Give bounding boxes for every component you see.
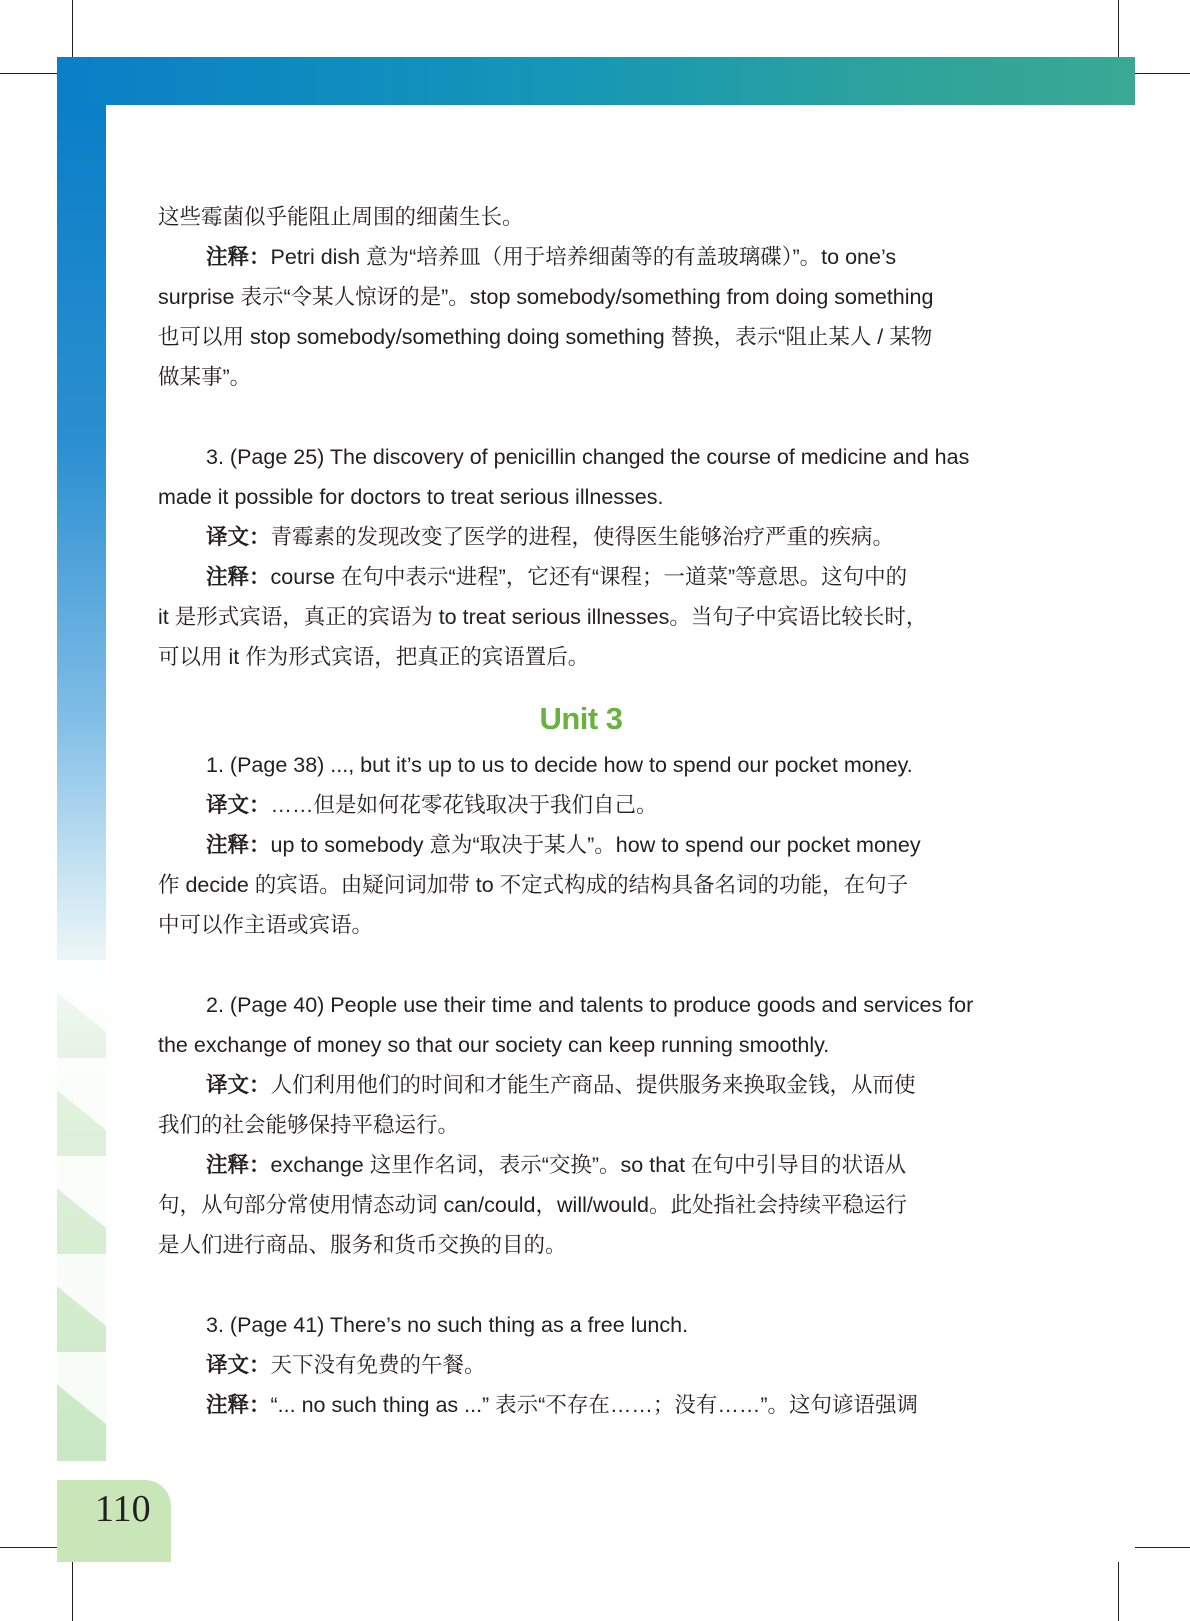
translation-text: 青霉素的发现改变了医学的进程，使得医生能够治疗严重的疾病。	[270, 525, 895, 549]
translation-label: 译文：	[206, 525, 271, 549]
translation-label: 译文：	[206, 1353, 271, 1377]
crop-mark	[72, 0, 73, 57]
translation-paragraph	[158, 785, 1004, 825]
example-sentence: 3. (Page 41) There’s no such thing as a free lunch.	[206, 1313, 689, 1337]
note-text: it 是形式宾语，真正的宾语为 to treat serious illnesses。当句子中宾语比较长时，	[158, 605, 928, 629]
crop-mark	[72, 1562, 73, 1621]
translation-label: 译文：	[206, 1073, 271, 1097]
translation-paragraph	[158, 1345, 1004, 1385]
note-text: “... no such thing as ...” 表示“不存在……；没有……”。这句谚语强调	[270, 1393, 918, 1417]
translation-text: 人们利用他们的时间和才能生产商品、提供服务来换取金钱，从而使	[270, 1073, 916, 1097]
note-paragraph	[158, 825, 1004, 865]
note-text: 是人们进行商品、服务和货币交换的目的。	[158, 1233, 567, 1257]
example-sentence: 3. (Page 25) The discovery of penicillin changed the course of medicine and has	[206, 445, 970, 469]
example-sentence: made it possible for doctors to treat serious illnesses.	[158, 485, 664, 509]
translation-paragraph	[158, 517, 1004, 557]
main-content	[158, 197, 1004, 1425]
note-text: surprise 表示“令某人惊讶的是”。stop somebody/something from doing something	[158, 285, 934, 309]
translation-text: ……但是如何花零花钱取决于我们自己。	[270, 793, 658, 817]
note-paragraph	[158, 1145, 1004, 1185]
note-text: exchange 这里作名词，表示“交换”。so that 在句中引导目的状语从	[270, 1153, 907, 1177]
note-label: 注释：	[206, 833, 271, 857]
example-sentence: 1. (Page 38) ..., but it’s up to us to decide how to spend our pocket money.	[206, 753, 913, 777]
example-sentence: the exchange of money so that our society can keep running smoothly.	[158, 1033, 830, 1057]
note-text: 也可以用 stop somebody/something doing something 替换，表示“阻止某人 / 某物	[158, 325, 933, 349]
translation-tail: 这些霉菌似乎能阻止周围的细菌生长。	[158, 205, 524, 229]
unit-heading: Unit 3	[539, 701, 623, 736]
translation-label: 译文：	[206, 793, 271, 817]
note-label: 注释：	[206, 245, 271, 269]
header-color-bar	[57, 57, 1135, 105]
crop-mark	[1118, 0, 1119, 57]
crop-mark	[1118, 1562, 1119, 1621]
crop-mark	[1135, 1547, 1190, 1548]
example-sentence: 2. (Page 40) People use their time and talents to produce goods and services for	[206, 993, 974, 1017]
note-paragraph	[158, 557, 1004, 597]
spacer	[158, 1265, 1004, 1305]
crop-mark	[0, 73, 57, 74]
note-text: Petri dish 意为“培养皿（用于培养细菌等的有盖玻璃碟）”。to one’s	[270, 245, 897, 269]
note-label: 注释：	[206, 1153, 271, 1177]
spacer	[158, 397, 1004, 437]
spacer	[158, 945, 1004, 985]
note-text: 作 decide 的宾语。由疑问词加带 to 不定式构成的结构具备名词的功能，在句子	[158, 873, 909, 897]
crop-mark	[1135, 73, 1190, 74]
crop-mark	[0, 1547, 57, 1548]
note-text: 中可以作主语或宾语。	[158, 913, 374, 937]
note-label: 注释：	[206, 1393, 271, 1417]
note-label: 注释：	[206, 565, 271, 589]
note-text: 做某事”。	[158, 365, 252, 389]
note-paragraph	[158, 237, 1004, 277]
page-number: 110	[95, 1488, 151, 1530]
note-text: course 在句中表示“进程”，它还有“课程；一道菜”等意思。这句中的	[270, 565, 908, 589]
translation-text: 天下没有免费的午餐。	[270, 1353, 486, 1377]
note-text: 句，从句部分常使用情态动词 can/could，will/would。此处指社会持续平稳运行	[158, 1193, 908, 1217]
note-paragraph	[158, 1385, 1004, 1425]
translation-paragraph	[158, 1065, 1004, 1105]
note-text: up to somebody 意为“取决于某人”。how to spend our pocket money	[270, 833, 921, 857]
translation-text: 我们的社会能够保持平稳运行。	[158, 1113, 460, 1137]
note-text: 可以用 it 作为形式宾语，把真正的宾语置后。	[158, 645, 590, 669]
